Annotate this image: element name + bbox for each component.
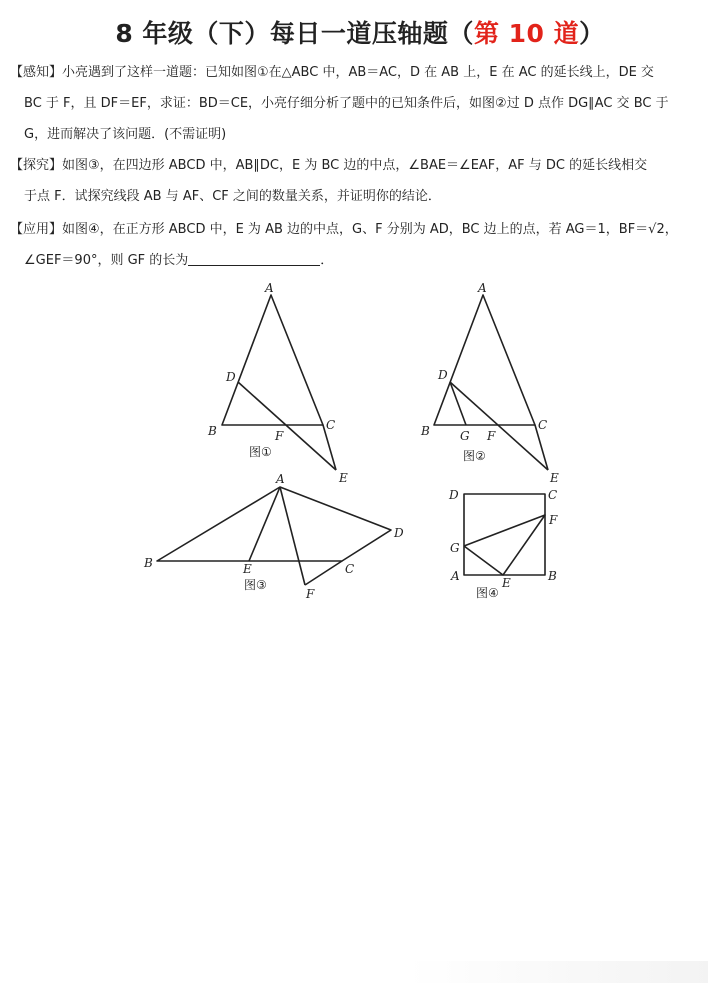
fig4-label-f: F <box>549 513 558 527</box>
title-end: ） <box>579 19 605 48</box>
fig1-label-f: F <box>275 429 284 443</box>
figure-1 <box>222 295 336 470</box>
figure-4 <box>464 494 545 575</box>
apply-end: ． <box>320 253 334 268</box>
fig4-label-d: D <box>449 488 459 502</box>
fig1-triangle-abc <box>222 295 323 425</box>
fig3-quadrilateral-abcd <box>157 487 391 561</box>
explore-paragraph <box>10 150 710 212</box>
fig3-label-d: D <box>394 526 404 540</box>
fig2-label-g: G <box>460 429 470 443</box>
fig1-label-e: E <box>339 471 348 485</box>
fig3-segment-cf <box>305 561 342 585</box>
fig2-label-d: D <box>438 368 448 382</box>
fig3-segment-ae <box>249 487 280 561</box>
fig2-caption: 图② <box>463 449 486 463</box>
fig3-label-e: E <box>243 562 252 576</box>
fig1-label-a: A <box>265 281 274 295</box>
fig3-label-f: F <box>306 587 315 601</box>
answer-blank <box>188 252 320 266</box>
fig1-caption: 图① <box>249 445 272 459</box>
fig2-label-c: C <box>538 418 548 432</box>
perceive-paragraph <box>10 57 710 150</box>
figures <box>0 270 720 610</box>
perceive-line-1: 【感知】小亮遇到了这样一道题：已知如图①在△ABC 中，AB＝AC，D 在 AB 上，E 在 AC 的延长线上，DE 交 <box>10 65 654 80</box>
fig2-triangle-abc <box>434 295 535 425</box>
fig4-triangle-gef <box>464 515 545 575</box>
fig1-label-d: D <box>226 370 236 384</box>
figure-3 <box>157 487 391 585</box>
fig3-segment-af <box>280 487 305 585</box>
fig4-square-abcd <box>464 494 545 575</box>
figure-2 <box>434 295 548 470</box>
fig4-caption: 图④ <box>476 586 499 600</box>
apply-question: ∠GEF＝90°，则 GF 的长为 <box>24 253 189 268</box>
fig4-label-e: E <box>502 576 511 590</box>
fig3-label-a: A <box>276 472 285 486</box>
perceive-line-2: BC 于 F，且 DF＝EF，求证：BD＝CE，小亮仔细分析了题中的已知条件后，如图②过 D 点作 DG∥AC 交 BC 于 <box>24 96 669 111</box>
fig1-label-b: B <box>208 424 217 438</box>
title-main: 8 年级（下）每日一道压轴题（ <box>115 19 474 48</box>
fig4-label-b: B <box>548 569 557 583</box>
page-title <box>0 14 720 50</box>
title-problem-number: 第 10 道 <box>473 19 580 48</box>
fig2-label-f: F <box>487 429 496 443</box>
explore-line-2: 于点 F．试探究线段 AB 与 AF、CF 之间的数量关系，并证明你的结论． <box>24 189 441 204</box>
fig4-label-c: C <box>548 488 558 502</box>
fig3-caption: 图③ <box>244 578 267 592</box>
apply-line-1: 【应用】如图④，在正方形 ABCD 中，E 为 AB 边的中点，G、F 分别为 AD，BC 边上的点，若 AG＝1，BF＝√2， <box>10 222 678 237</box>
apply-paragraph <box>10 214 710 276</box>
watermark-area <box>408 961 708 983</box>
fig3-label-c: C <box>345 562 355 576</box>
fig4-label-a: A <box>451 569 460 583</box>
fig1-label-c: C <box>326 418 336 432</box>
fig2-label-e: E <box>550 471 559 485</box>
fig3-label-b: B <box>144 556 153 570</box>
fig2-label-a: A <box>478 281 487 295</box>
fig2-label-b: B <box>421 424 430 438</box>
fig4-label-g: G <box>450 541 460 555</box>
perceive-line-3: G，进而解决了该问题．(不需证明) <box>24 127 227 142</box>
explore-line-1: 【探究】如图③，在四边形 ABCD 中，AB∥DC，E 为 BC 边的中点，∠BAE＝∠EAF，AF 与 DC 的延长线相交 <box>10 158 648 173</box>
